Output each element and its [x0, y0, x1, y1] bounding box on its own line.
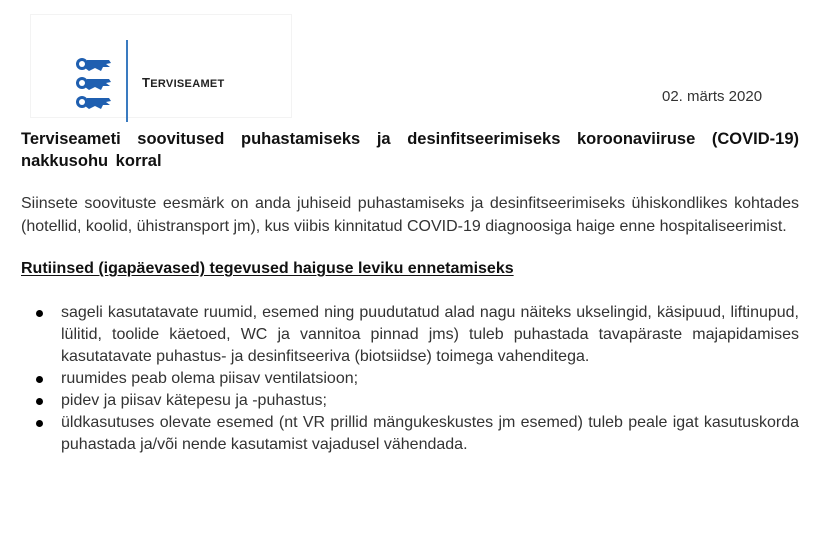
bullet-icon [36, 420, 43, 427]
coat-of-arms-icon [73, 55, 113, 111]
bullet-icon [36, 376, 43, 383]
organization-logo [30, 14, 292, 118]
list-item [21, 368, 799, 390]
section-heading: Rutiinsed (igapäevased) tegevused haiguse leviku ennetamiseks [21, 260, 514, 277]
list-item-text: üldkasutuses olevate esemed (nt VR prillid mängukeskustes jm esemed) tuleb peale igat kasutuskorda puhastada ja/või nende kasutamist vajadusel vähendada. [61, 414, 799, 453]
list-item-text: sageli kasutatavate ruumid, esemed ning puudutatud alad nagu näiteks ukselingid, käsipuud, liftinupud, lülitid, toolide käetoed, WC ja vannitoa pinnad jms) tuleb puhastada tavapäraste majapidamises kasutatavate puhastus- ja desinfitseeriva (biotsiidse) toimega vahenditega. [61, 304, 799, 365]
org-name-rest: ERVISEAMET [150, 78, 225, 90]
list-item [21, 302, 799, 368]
document-body [21, 128, 799, 456]
recommendations-list [21, 302, 799, 456]
document-title: Terviseameti soovitused puhastamiseks ja desinfitseerimiseks koroonaviiruse (COVID-19) nakkusohu korral [21, 130, 799, 170]
bullet-icon [36, 398, 43, 405]
intro-paragraph: Siinsete soovituste eesmärk on anda juhiseid puhastamiseks ja desinfitseerimiseks ühiskondlikes kohtades (hotellid, koolid, ühistransport jm), kus viibis kinnitatud COVID-19 diagnoosiga haige enne hospitaliseerimist. [21, 195, 799, 235]
list-item [21, 412, 799, 456]
logo-divider [126, 40, 128, 122]
document-date: 02. märts 2020 [662, 88, 763, 105]
bullet-icon [36, 310, 43, 317]
org-name-initial: T [142, 75, 151, 90]
list-item [21, 390, 799, 412]
organization-name [142, 75, 225, 90]
list-item-text: pidev ja piisav kätepesu ja -puhastus; [61, 392, 327, 409]
list-item-text: ruumides peab olema piisav ventilatsioon; [61, 370, 359, 387]
